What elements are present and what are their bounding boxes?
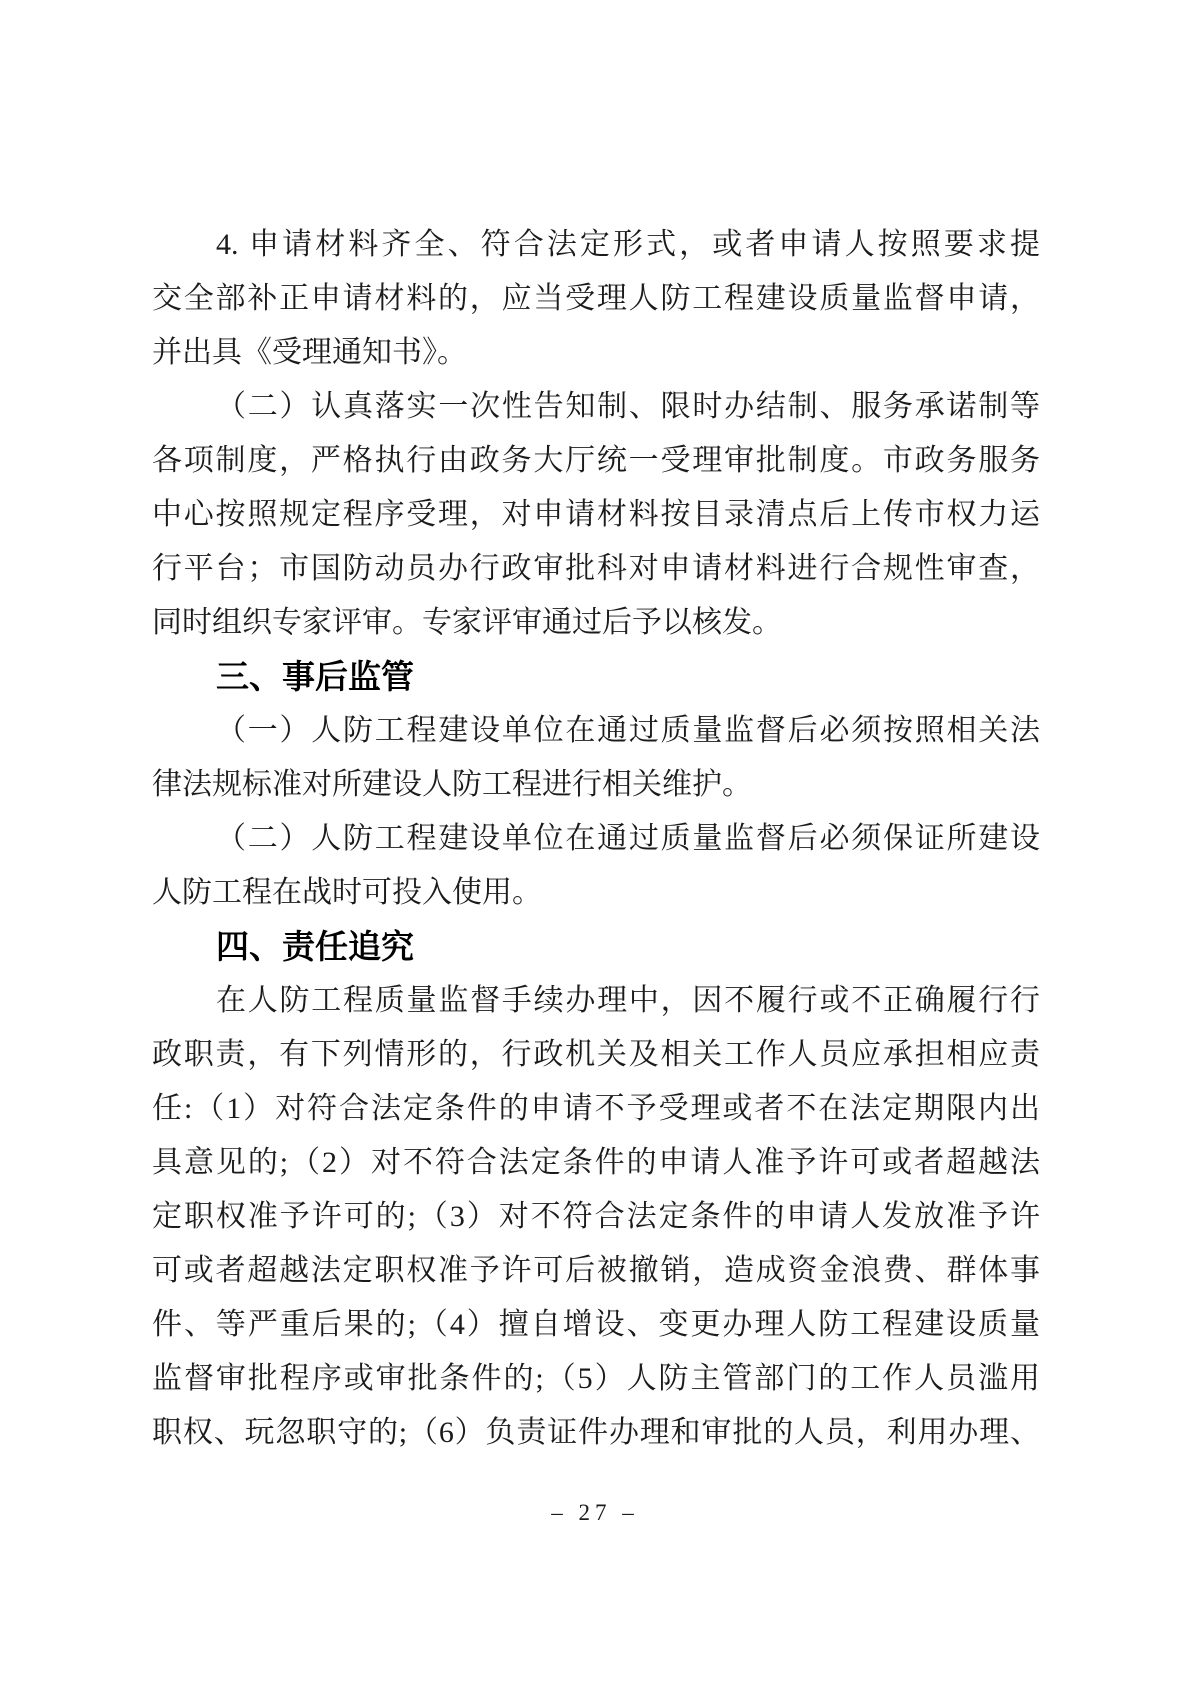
section-heading: 三、事后监管 <box>216 658 414 695</box>
paragraph <box>152 380 1040 650</box>
page-footer <box>0 1500 1190 1526</box>
text-line: 政职责，有下列情形的，行政机关及相关工作人员应承担相应责 <box>152 1038 1040 1071</box>
text-line: 行平台；市国防动员办行政审批科对申请材料进行合规性审查， <box>152 552 1040 585</box>
text-line: （二）认真落实一次性告知制、限时办结制、服务承诺制等 <box>216 390 1040 423</box>
text-line: 在人防工程质量监督手续办理中，因不履行或不正确履行行 <box>216 984 1040 1017</box>
text-line: 4. 申请材料齐全、符合法定形式，或者申请人按照要求提 <box>216 228 1040 261</box>
text-line: 任:（1）对符合法定条件的申请不予受理或者不在法定期限内出 <box>152 1092 1040 1125</box>
text-line: 人防工程在战时可投入使用。 <box>152 876 542 909</box>
text-line: 中心按照规定程序受理，对申请材料按目录清点后上传市权力运 <box>152 498 1040 531</box>
text-line: （二）人防工程建设单位在通过质量监督后必须保证所建设 <box>216 822 1040 855</box>
text-line: 律法规标准对所建设人防工程进行相关维护。 <box>152 768 752 801</box>
text-line: 同时组织专家评审。专家评审通过后予以核发。 <box>152 606 782 639</box>
page-number: – 27 – <box>551 1500 639 1525</box>
paragraph <box>152 650 1040 704</box>
text-line: （一）人防工程建设单位在通过质量监督后必须按照相关法 <box>216 714 1040 747</box>
text-line: 职权、玩忽职守的;（6）负责证件办理和审批的人员，利用办理、 <box>152 1416 1040 1449</box>
document-body <box>152 218 1040 1460</box>
section-heading: 四、责任追究 <box>216 928 414 965</box>
text-line: 并出具《受理通知书》。 <box>152 336 467 369</box>
text-line: 件、等严重后果的;（4）擅自增设、变更办理人防工程建设质量 <box>152 1308 1040 1341</box>
paragraph <box>152 218 1040 380</box>
text-line: 监督审批程序或审批条件的;（5）人防主管部门的工作人员滥用 <box>152 1362 1040 1395</box>
text-line: 交全部补正申请材料的，应当受理人防工程建设质量监督申请， <box>152 282 1040 315</box>
text-line: 各项制度，严格执行由政务大厅统一受理审批制度。市政务服务 <box>152 444 1040 477</box>
text-line: 可或者超越法定职权准予许可后被撤销，造成资金浪费、群体事 <box>152 1254 1040 1287</box>
text-line: 具意见的;（2）对不符合法定条件的申请人准予许可或者超越法 <box>152 1146 1040 1179</box>
paragraph <box>152 812 1040 920</box>
paragraph <box>152 920 1040 974</box>
paragraph <box>152 974 1040 1460</box>
text-line: 定职权准予许可的;（3）对不符合法定条件的申请人发放准予许 <box>152 1200 1040 1233</box>
paragraph <box>152 704 1040 812</box>
